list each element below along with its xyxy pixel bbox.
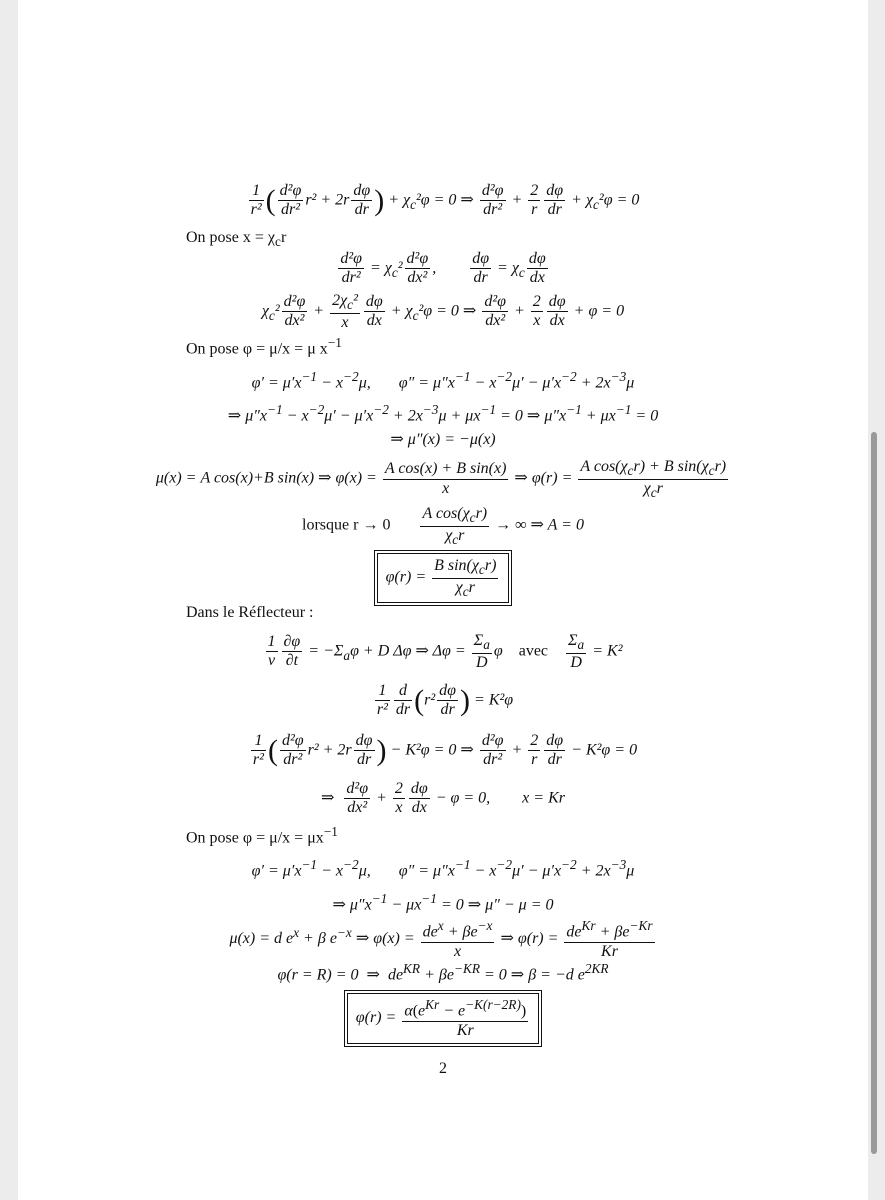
equation-1: $\frac{1}{\text{r²}}$ ( $\frac{\text{d²φ}}{\text{dr²}}$ r² + 2r $\frac{d\varphi}{dr}$ ) + $\chi_c^2\varphi = 0$ ⇒ $\frac{\text{d²φ}}{\text{dr²}}$ + $\frac{2}{r}$ $\frac{d\varphi}{dr}$ + $\chi_c^2\varphi = 0$ — [250, 182, 640, 219]
equation-16: φ(r = R) = 0 ⇒ $de^{KR} + \beta e^{-KR} = 0$ ⇒ β = −d $e^{2KR}$ — [277, 961, 609, 984]
equation-8: lorsque r → 0 A $\cos(\chi_cr)$ $\chi_cr$ → ∞ ⇒ A = 0 — [302, 505, 584, 547]
section-reflecteur: Dans le Réflecteur : — [186, 604, 314, 621]
equation-7: μ(x) = A cos(x)+B sin(x) ⇒ φ(x) = $\frac{\text{A cos(x) + B sin(x)}}{x}$ ⇒ φ(r) = A $\cos(\chi_cr) + B$ $\sin(\chi_cr)$ $\chi_cr$ — [155, 458, 727, 500]
equation-6: ⇒ μ″(x) = −μ(x) — [390, 431, 496, 448]
boxed-result-1: φ(r) = B $\sin(\chi_cr)$ $\chi_cr$ — [18, 553, 868, 603]
equation-5: ⇒ $\mu''x^{-1} - x^{-2}\mu' - \mu'x^{-2} + 2x^{-3}\mu + \mu x^{-1} = 0$ ⇒ $\mu''x^{-1} + \mu x^{-1} = 0$ — [227, 402, 659, 425]
on-pose-phi: On pose φ = μ/x = μ $x^{-1}$ — [186, 335, 342, 358]
equation-12: ⇒ $\frac{\text{d²φ}}{\text{dx²}}$ + $\frac{2}{x}$ $\frac{d\varphi}{dx}$ − φ = 0, x = Kr — [321, 780, 565, 817]
equation-15: μ(x) = d $e^x + \beta$ $e^{-x}$ ⇒ φ(x) = $de^x + \beta e^{-x}$ x ⇒ φ(r) = $de^{Kr} + \beta e^{-Kr}$ Kr — [229, 918, 653, 960]
equation-9: $\frac{1}{v}$ $\frac{\partial\varphi}{\partial t}$ = $-\Sigma_a\varphi + D$ Δφ ⇒ Δφ = $\frac{\Sigma_a}{D}$ φ avec $\frac{\Sigma_a}{D}$ = K² — [267, 632, 623, 671]
equation-10: $\frac{1}{\text{r²}}$ $\frac{d}{dr}$ (r² $\frac{d\varphi}{dr}$ ) = K²φ — [376, 682, 514, 719]
page-number: 2 — [439, 1060, 447, 1077]
on-pose-phi-2: On pose $\varphi = \mu/x = \mu x^{-1}$ — [186, 824, 338, 847]
equation-4: $\varphi' = \mu'x^{-1} - x^{-2}\mu$, $\varphi'' = \mu''x^{-1} - x^{-2}\mu' - \mu'x^{-2} + 2x^{-3}\mu$ — [251, 369, 635, 392]
on-pose-x: On pose $x = \chi_cr$ — [186, 229, 287, 250]
equation-13: $\varphi' = \mu'x^{-1} - x^{-2}\mu$, $\varphi'' = \mu''x^{-1} - x^{-2}\mu' - \mu'x^{-2} + 2x^{-3}\mu$ — [251, 857, 635, 880]
scrollbar[interactable] — [871, 432, 877, 1154]
boxed-result-2: φ(r) = $\alpha(e^{Kr} - e^{-K(r-2R)})$ Kr — [18, 993, 868, 1044]
equation-3: $\chi_c^2$ $\frac{\text{d²φ}}{\text{dx²}}$ + $\frac{2\chi_c^2}{x}$ $\frac{d\varphi}{dx}$ + $\chi_c^2\varphi = 0$ ⇒ $\frac{\text{d²φ}}{\text{dx²}}$ + $\frac{2}{x}$ $\frac{d\varphi}{dx}$ + φ = 0 — [261, 292, 625, 331]
equation-11: $\frac{1}{\text{r²}}$ ( $\frac{\text{d²φ}}{\text{dr²}}$ r² + 2r $\frac{d\varphi}{dr}$ ) − K²φ = 0 ⇒ $\frac{\text{d²φ}}{\text{dr²}}$ + $\frac{2}{r}$ $\frac{d\varphi}{dr}$ − K²φ = 0 — [252, 732, 638, 769]
equation-14: ⇒ $\mu''x^{-1} - \mu x^{-1} = 0$ ⇒ μ″ − μ = 0 — [332, 891, 554, 914]
document-page — [18, 0, 868, 1200]
equation-2: $\frac{\text{d²φ}}{\text{dr²}}$ = $\chi_c^2$ $\frac{\text{d²φ}}{\text{dx²}}$ , $\frac{d\varphi}{dr}$ = $\chi_c$ $\frac{d\varphi}{dx}$ — [340, 250, 546, 287]
